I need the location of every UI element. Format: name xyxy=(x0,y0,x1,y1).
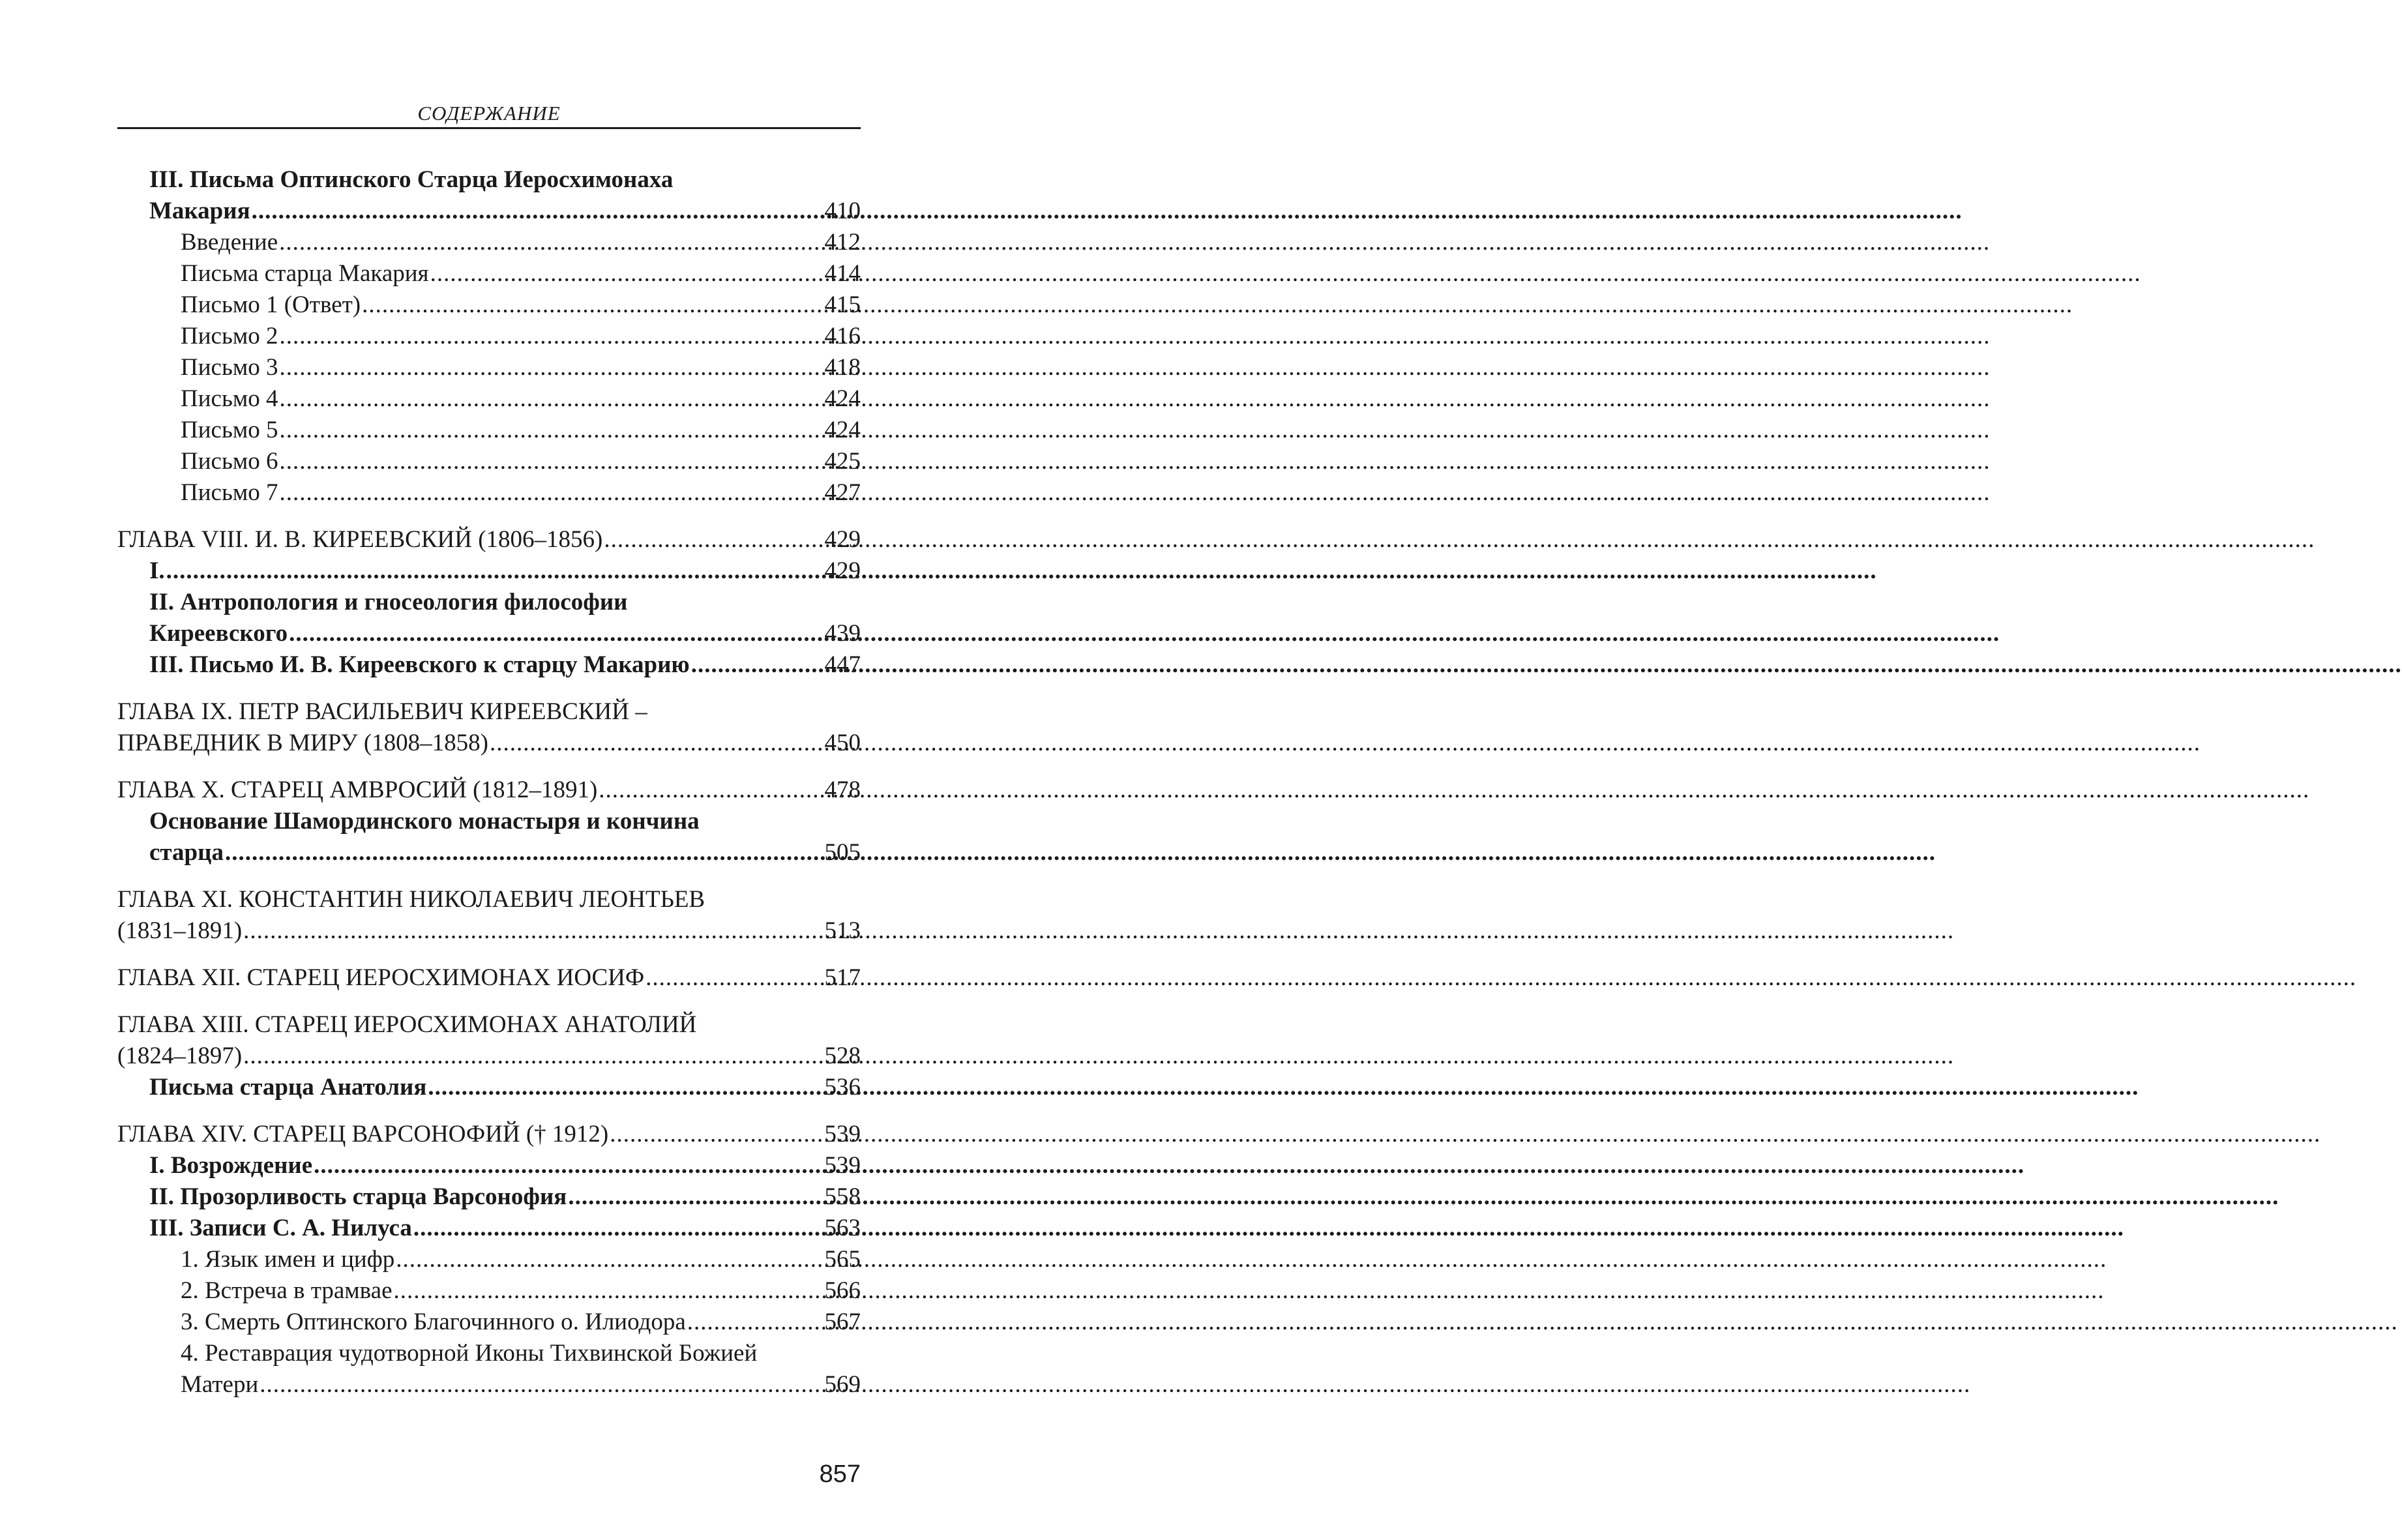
toc-entry xyxy=(117,1072,861,1103)
dot-leader xyxy=(278,383,823,415)
toc-line xyxy=(117,196,861,227)
dot-leader xyxy=(597,775,823,806)
toc-entry xyxy=(117,477,861,509)
dot-leader xyxy=(602,524,823,555)
toc-entry-page: 412 xyxy=(824,229,861,256)
toc-entry-title: Письмо 1 (Ответ) xyxy=(181,291,361,318)
toc-entry-title: Введение xyxy=(181,229,278,256)
toc-entry-title: Письмо 6 xyxy=(181,448,278,475)
toc-line xyxy=(117,884,861,915)
toc-entry xyxy=(117,1150,861,1181)
toc-entry-page: 415 xyxy=(824,291,861,318)
toc-entry-title: (1831–1891) xyxy=(117,917,243,944)
toc-entry xyxy=(117,227,861,258)
toc-entry xyxy=(117,806,861,868)
toc-entry-title: Письма старца Макария xyxy=(181,260,429,287)
toc-entry-title: Письмо 4 xyxy=(181,385,278,412)
toc-line xyxy=(117,1041,861,1072)
toc-entry-page: 539 xyxy=(824,1152,861,1179)
dot-leader xyxy=(312,1150,823,1181)
toc-line xyxy=(117,1307,861,1338)
dot-leader xyxy=(394,1244,823,1275)
toc-entry-page: 517 xyxy=(824,964,861,991)
toc-entry-page: 566 xyxy=(824,1277,861,1304)
toc-entry-title: ГЛАВА VIII. И. В. КИРЕЕВСКИЙ (1806–1856) xyxy=(117,526,603,553)
toc-entry-title: Матери xyxy=(181,1371,259,1398)
toc-entry xyxy=(117,1275,861,1307)
toc-line xyxy=(117,806,861,837)
toc-entry xyxy=(117,696,861,759)
toc-entry xyxy=(117,321,861,352)
toc-line xyxy=(117,524,861,555)
toc-line xyxy=(117,837,861,868)
toc-entry-page: 429 xyxy=(824,526,861,553)
dot-leader xyxy=(488,728,823,759)
toc-entry xyxy=(117,775,861,806)
toc-entry-page: 429 xyxy=(824,557,861,584)
toc-line xyxy=(117,1150,861,1181)
toc-entry xyxy=(117,446,861,477)
toc-entry-page: 425 xyxy=(824,448,861,475)
toc-entry xyxy=(117,1213,861,1244)
toc-entry xyxy=(117,1181,861,1213)
dot-leader xyxy=(250,196,823,227)
toc-entry xyxy=(117,1119,861,1150)
toc-line xyxy=(117,618,861,649)
toc-entry-page: 536 xyxy=(824,1074,861,1101)
toc-line xyxy=(117,915,861,947)
toc-entry-title: I. xyxy=(149,557,165,584)
toc-line xyxy=(117,258,861,289)
toc-line xyxy=(117,587,861,618)
dot-leader xyxy=(278,352,823,383)
toc-line xyxy=(117,775,861,806)
toc-line xyxy=(117,352,861,383)
toc-line xyxy=(117,696,861,728)
toc-entry-page: 427 xyxy=(824,479,861,506)
toc-line xyxy=(117,1009,861,1041)
toc-entry-title: Письмо 7 xyxy=(181,479,278,506)
toc-line xyxy=(117,383,861,415)
toc-entry-page: 558 xyxy=(824,1183,861,1210)
toc-entry-title: ГЛАВА IX. ПЕТР ВАСИЛЬЕВИЧ КИРЕЕВСКИЙ – xyxy=(117,698,647,725)
toc-entry xyxy=(117,524,861,555)
toc-entry-title: II. Прозорливость старца Варсонофия xyxy=(149,1183,567,1210)
dot-leader xyxy=(690,649,823,681)
dot-leader xyxy=(278,446,823,477)
toc-entry-title: Письмо 3 xyxy=(181,354,278,381)
toc-entry-title: ГЛАВА X. СТАРЕЦ АМВРОСИЙ (1812–1891) xyxy=(117,777,598,803)
toc-entry xyxy=(117,1338,861,1400)
toc-entry xyxy=(117,962,861,994)
dot-leader xyxy=(429,258,823,289)
toc-entry xyxy=(117,289,861,321)
toc-entry-title: I. Возрождение xyxy=(149,1152,313,1179)
toc-entry-page: 567 xyxy=(824,1309,861,1335)
book-page xyxy=(0,0,962,1540)
toc-line xyxy=(117,1119,861,1150)
toc-entry-title: ГЛАВА XI. КОНСТАНТИН НИКОЛАЕВИЧ ЛЕОНТЬЕВ xyxy=(117,886,705,913)
running-head: СОДЕРЖАНИЕ xyxy=(417,102,561,125)
toc-line xyxy=(117,1072,861,1103)
toc-line xyxy=(117,649,861,681)
dot-leader xyxy=(412,1213,823,1244)
toc-entry-page: 565 xyxy=(824,1246,861,1273)
toc-entry xyxy=(117,258,861,289)
toc-line xyxy=(117,477,861,509)
toc-entry-page: 528 xyxy=(824,1043,861,1069)
toc-line xyxy=(117,1213,861,1244)
table-of-contents xyxy=(117,164,861,1400)
toc-entry xyxy=(117,1009,861,1072)
toc-entry-title: Киреевского xyxy=(149,620,288,647)
toc-line xyxy=(117,227,861,258)
toc-entry-title: Письмо 5 xyxy=(181,417,278,443)
page-number: 857 xyxy=(819,1460,861,1488)
toc-entry-title: 1. Язык имен и цифр xyxy=(181,1246,395,1273)
toc-entry-page: 410 xyxy=(824,198,861,224)
toc-entry-page: 478 xyxy=(824,777,861,803)
toc-entry xyxy=(117,884,861,947)
toc-entry xyxy=(117,555,861,587)
toc-entry-title: старца xyxy=(149,839,224,866)
toc-entry-page: 424 xyxy=(824,385,861,412)
toc-line xyxy=(117,446,861,477)
dot-leader xyxy=(393,1275,823,1307)
toc-entry-page: 439 xyxy=(824,620,861,647)
toc-entry-title: 3. Смерть Оптинского Благочинного о. Илиодора xyxy=(181,1309,686,1335)
toc-line xyxy=(117,415,861,446)
toc-entry xyxy=(117,352,861,383)
toc-entry-title: Письмо 2 xyxy=(181,323,278,349)
toc-line xyxy=(117,1275,861,1307)
toc-entry xyxy=(117,383,861,415)
toc-entry xyxy=(117,587,861,649)
toc-line xyxy=(117,164,861,196)
toc-entry-page: 414 xyxy=(824,260,861,287)
toc-line xyxy=(117,1244,861,1275)
dot-leader xyxy=(361,289,823,321)
toc-entry-title: III. Записи С. А. Нилуса xyxy=(149,1215,412,1241)
toc-entry-page: 539 xyxy=(824,1121,861,1148)
toc-entry-title: Основание Шамординского монастыря и кончина xyxy=(149,808,700,835)
toc-entry xyxy=(117,649,861,681)
header-rule xyxy=(117,127,861,129)
toc-entry-title: ГЛАВА XIV. СТАРЕЦ ВАРСОНОФИЙ († 1912) xyxy=(117,1121,609,1148)
toc-entry-page: 424 xyxy=(824,417,861,443)
toc-line xyxy=(117,1181,861,1213)
toc-line xyxy=(117,289,861,321)
dot-leader xyxy=(608,1119,823,1150)
toc-line xyxy=(117,728,861,759)
toc-entry-title: ПРАВЕДНИК В МИРУ (1808–1858) xyxy=(117,730,488,756)
toc-entry-title: ГЛАВА XII. СТАРЕЦ ИЕРОСХИМОНАХ ИОСИФ xyxy=(117,964,645,991)
toc-entry-page: 416 xyxy=(824,323,861,349)
toc-entry-page: 418 xyxy=(824,354,861,381)
toc-entry-title: III. Письмо И. В. Киреевского к старцу Макарию xyxy=(149,651,690,678)
dot-leader xyxy=(278,477,823,509)
toc-entry-title: II. Антропология и гносеология философии xyxy=(149,589,628,615)
toc-line xyxy=(117,321,861,352)
dot-leader xyxy=(165,555,823,587)
toc-entry-title: 4. Реставрация чудотворной Иконы Тихвинской Божией xyxy=(181,1340,758,1367)
toc-entry-page: 447 xyxy=(824,651,861,678)
toc-entry-title: III. Письма Оптинского Старца Иеросхимонаха xyxy=(149,166,674,193)
toc-entry xyxy=(117,164,861,227)
toc-entry xyxy=(117,1307,861,1338)
toc-entry-title: Макария xyxy=(149,198,250,224)
toc-line xyxy=(117,962,861,994)
dot-leader xyxy=(278,227,823,258)
toc-entry-title: (1824–1897) xyxy=(117,1043,243,1069)
dot-leader xyxy=(278,415,823,446)
dot-leader xyxy=(644,962,823,994)
toc-entry xyxy=(117,415,861,446)
toc-line xyxy=(117,1369,861,1400)
toc-entry-title: ГЛАВА XIII. СТАРЕЦ ИЕРОСХИМОНАХ АНАТОЛИЙ xyxy=(117,1011,697,1038)
dot-leader xyxy=(242,1041,823,1072)
dot-leader xyxy=(288,618,823,649)
toc-entry-page: 513 xyxy=(824,917,861,944)
toc-entry-page: 569 xyxy=(824,1371,861,1398)
dot-leader xyxy=(426,1072,823,1103)
toc-line xyxy=(117,555,861,587)
dot-leader xyxy=(567,1181,823,1213)
dot-leader xyxy=(224,837,823,868)
toc-entry-page: 563 xyxy=(824,1215,861,1241)
toc-entry-page: 505 xyxy=(824,839,861,866)
toc-entry-title: Письма старца Анатолия xyxy=(149,1074,427,1101)
dot-leader xyxy=(278,321,823,352)
toc-entry-page: 450 xyxy=(824,730,861,756)
dot-leader xyxy=(242,915,823,947)
toc-entry-title: 2. Встреча в трамвае xyxy=(181,1277,393,1304)
dot-leader xyxy=(686,1307,823,1338)
toc-line xyxy=(117,1338,861,1369)
toc-entry xyxy=(117,1244,861,1275)
dot-leader xyxy=(258,1369,823,1400)
